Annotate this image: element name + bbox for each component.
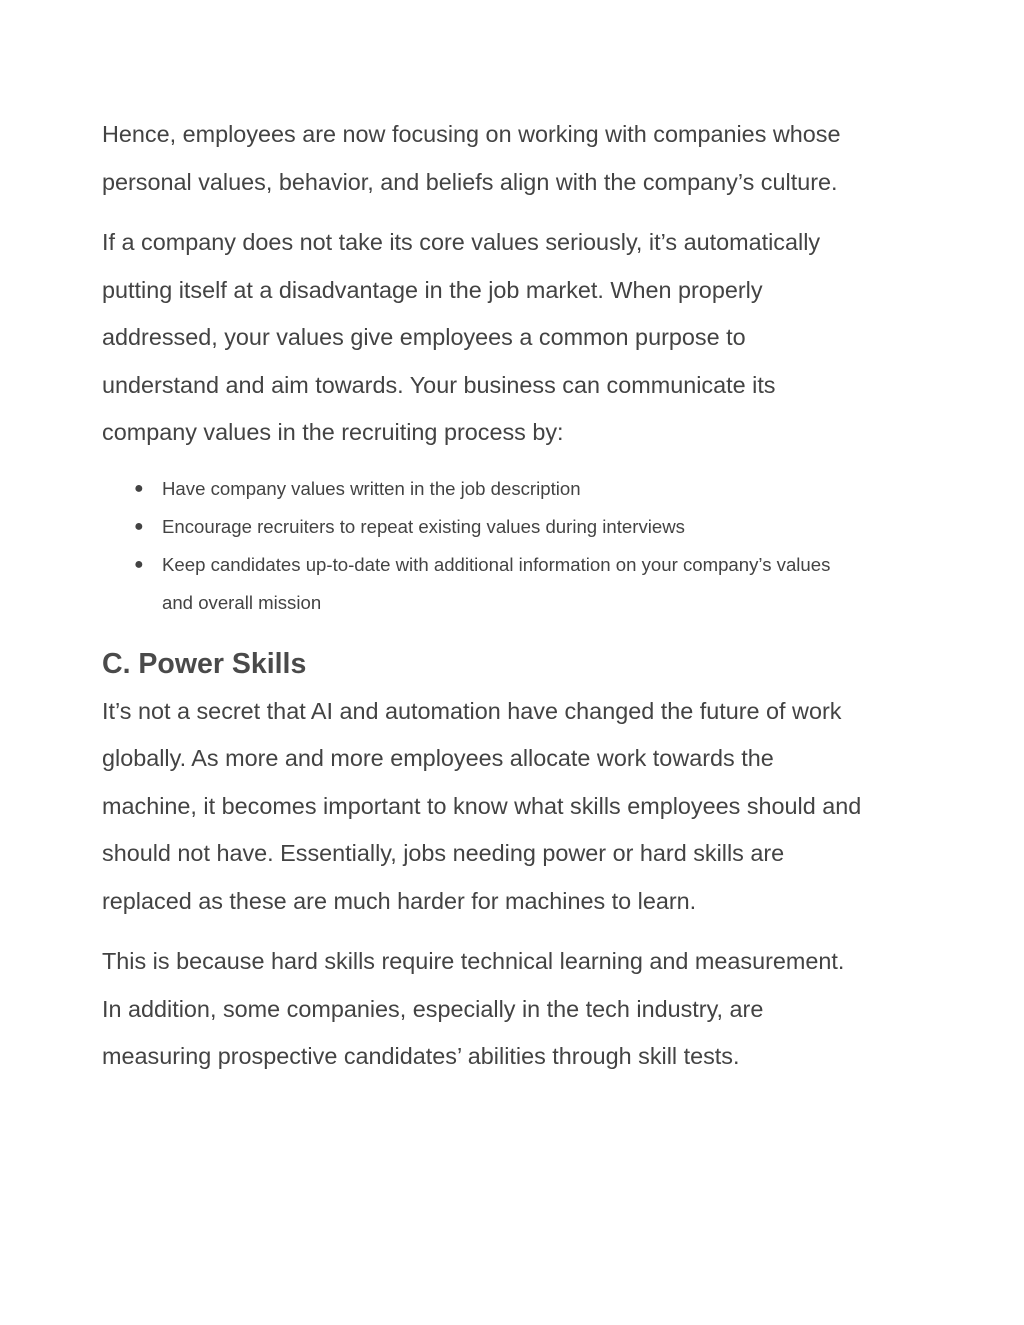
text-line: This is because hard skills require technical learning and measurement. [102, 948, 845, 974]
section-heading: C. Power Skills [102, 647, 307, 680]
text-line: globally. As more and more employees allocate work towards the [102, 745, 774, 771]
document-page [102, 111, 942, 1081]
paragraph-ai-automation [102, 688, 942, 926]
text-line: should not have. Essentially, jobs needing power or hard skills are [102, 840, 785, 866]
text-line: addressed, your values give employees a common purpose to [102, 324, 746, 350]
text-line: If a company does not take its core values seriously, it’s automatically [102, 229, 821, 255]
list-item-text: Keep candidates up-to-date with additional information on your company’s values [162, 553, 831, 575]
list-item-text: Have company values written in the job description [162, 477, 581, 499]
list-item-text: Encourage recruiters to repeat existing values during interviews [162, 515, 685, 537]
text-line: It’s not a secret that AI and automation have changed the future of work [102, 697, 842, 724]
list-item [102, 508, 942, 546]
list-item [102, 546, 942, 622]
list-item-text: and overall mission [162, 591, 322, 613]
bullet-icon: ● [134, 555, 144, 573]
text-line: putting itself at a disadvantage in the job market. When properly [102, 276, 763, 303]
text-line: In addition, some companies, especially in the tech industry, are [102, 995, 764, 1022]
paragraph-core-values [102, 219, 942, 457]
text-line: understand and aim towards. Your business can communicate its [102, 371, 776, 398]
bullet-icon: ● [134, 517, 144, 535]
text-line: measuring prospective candidates’ abilities through skill tests. [102, 1043, 740, 1069]
text-line: machine, it becomes important to know what skills employees should and [102, 792, 862, 819]
paragraph-hard-skills [102, 938, 942, 1081]
bullet-icon: ● [134, 479, 144, 497]
paragraph-values-alignment [102, 111, 942, 206]
text-line: Hence, employees are now focusing on working with companies whose [102, 121, 841, 147]
text-line: company values in the recruiting process by: [102, 419, 564, 445]
list-item [102, 470, 942, 508]
bullet-list [102, 470, 942, 622]
text-line: replaced as these are much harder for machines to learn. [102, 887, 697, 914]
text-line: personal values, behavior, and beliefs align with the company’s culture. [102, 168, 838, 195]
